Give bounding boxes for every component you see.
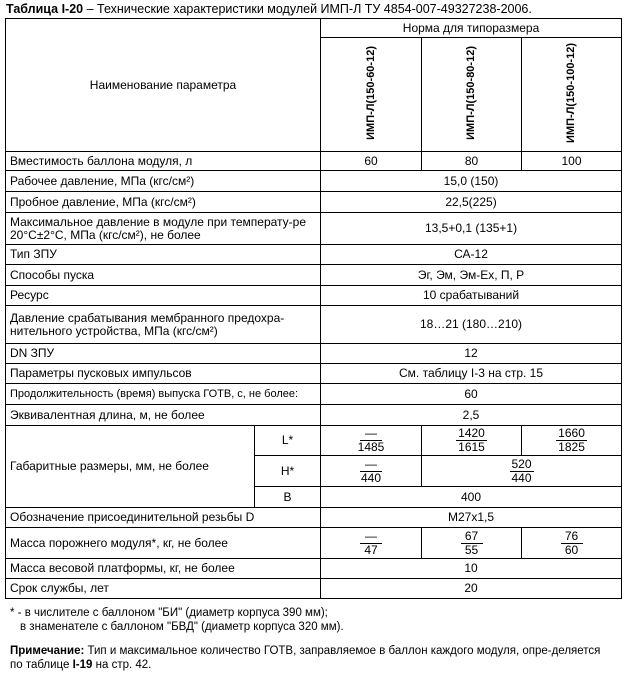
row-label: Ресурс	[6, 286, 321, 306]
table-title: – Технические характеристики модулей ИМП-Л ТУ 4854-007-49327238-2006.	[83, 2, 532, 16]
model-2: ИМП-Л(150-80-12)	[465, 46, 478, 140]
table-row	[6, 286, 622, 306]
specs-table	[5, 18, 622, 599]
footnote-2: в знаменателе с баллоном "БВД" (диаметр корпуса 320 мм).	[20, 621, 344, 633]
cell-value: Эг, Эм, Эм-Ех, П, Р	[321, 265, 622, 286]
row-label: Обозначение присоединительной резьбы D	[6, 508, 321, 528]
dim-sub-label: H*	[255, 456, 321, 487]
table-row	[6, 171, 622, 192]
row-label: Масса порожнего модуля*, кг, не более	[6, 528, 321, 559]
cell-value: 60	[321, 152, 422, 171]
fraction: $\frac{1660}{1825}$	[558, 426, 585, 454]
row-label: Эквивалентная длина, м, не более	[6, 405, 321, 426]
cell-value: 13,5+0,1 (135+1)	[321, 213, 622, 245]
row-label: Рабочее давление, МПа (кгс/см²)	[6, 171, 321, 192]
fraction: $\frac{67}{55}$	[461, 530, 483, 557]
table-row	[6, 265, 622, 286]
table-number: Таблица I-20	[6, 2, 84, 16]
row-label: Вместимость баллона модуля, л	[6, 152, 321, 171]
table-row	[6, 192, 622, 213]
footnote-1: * - в числителе с баллоном "БИ" (диаметр корпуса 390 мм);	[10, 607, 328, 619]
table-row	[6, 152, 622, 171]
fraction: $\frac{520}{440}$	[511, 456, 532, 485]
cell-value: СА-12	[321, 245, 622, 265]
table-row	[6, 213, 622, 245]
row-label: Пробное давление, МПа (кгс/см²)	[6, 192, 321, 213]
fraction: $\frac{1420}{1615}$	[458, 426, 485, 454]
table-row	[6, 426, 622, 456]
model-3: ИМП-Л(150-100-12)	[565, 43, 578, 143]
dim-sub-label: B	[255, 487, 321, 508]
cell-value: 2,5	[321, 405, 622, 426]
row-label: Срок службы, лет	[6, 579, 321, 599]
cell-value: 20	[321, 579, 622, 599]
table-row	[6, 245, 622, 265]
row-label: Максимальное давление в модуле при температу-ре 20°С±2°С, МПа (кгс/см²), не более	[6, 213, 321, 245]
cell-value: 400	[321, 487, 622, 508]
row-label: Габаритные размеры, мм, не более	[6, 426, 255, 508]
header-row	[6, 19, 622, 38]
cell-value: 18…21 (180…210)	[321, 306, 622, 344]
norm-header: Норма для типоразмера	[321, 19, 622, 38]
table-row	[6, 508, 622, 528]
cell-value: 15,0 (150)	[321, 171, 622, 192]
row-label: Продолжительность (время) выпуска ГОТВ, с, не более:	[6, 384, 321, 405]
table-row	[6, 579, 622, 599]
row-label: DN ЗПУ	[6, 344, 321, 364]
table-row	[6, 344, 622, 364]
table-row	[6, 528, 622, 559]
row-label: Параметры пусковых импульсов	[6, 364, 321, 384]
table-caption	[6, 2, 622, 16]
cell-value: 100	[522, 152, 622, 171]
remark-tail: на стр. 42.	[92, 659, 152, 671]
cell-value: См. таблицу I-3 на стр. 15	[321, 364, 622, 384]
cell-value: 80	[422, 152, 522, 171]
cell-value: 12	[321, 344, 622, 364]
table-row	[6, 559, 622, 579]
cell-value: 60	[321, 384, 622, 405]
cell-value: 10	[321, 559, 622, 579]
model-1: ИМП-Л(150-60-12)	[364, 46, 377, 140]
fraction: $\frac{—}{47}$	[360, 530, 382, 557]
table-row	[6, 384, 622, 405]
table-row	[6, 405, 622, 426]
cell-value: 22,5(225)	[321, 192, 622, 213]
fraction: $\frac{76}{60}$	[561, 530, 583, 557]
dim-sub-label: L*	[255, 426, 321, 456]
cell-value: 10 срабатываний	[321, 286, 622, 306]
row-label: Давление срабатывания мембранного предохра-нительного устройства, МПа (кгс/см²)	[6, 306, 321, 344]
remark	[10, 644, 616, 672]
fraction: $\frac{—}{440}$	[361, 456, 382, 485]
table-row	[6, 306, 622, 344]
cell-value: M27x1,5	[321, 508, 622, 528]
fraction: $\frac{—}{1485}$	[357, 426, 385, 454]
remark-ref: I-19	[72, 659, 93, 671]
row-label: Способы пуска	[6, 265, 321, 286]
remark-label: Примечание:	[10, 645, 85, 657]
row-label: Тип ЗПУ	[6, 245, 321, 265]
notes-block	[10, 606, 616, 672]
param-header: Наименование параметра	[6, 19, 321, 152]
table-row	[6, 364, 622, 384]
remark-text: Тип и максимальное количество ГОТВ, заправляемое в баллон каждого модуля, опре-деляется по таблице	[10, 645, 601, 671]
row-label: Масса весовой платформы, кг, не более	[6, 559, 321, 579]
